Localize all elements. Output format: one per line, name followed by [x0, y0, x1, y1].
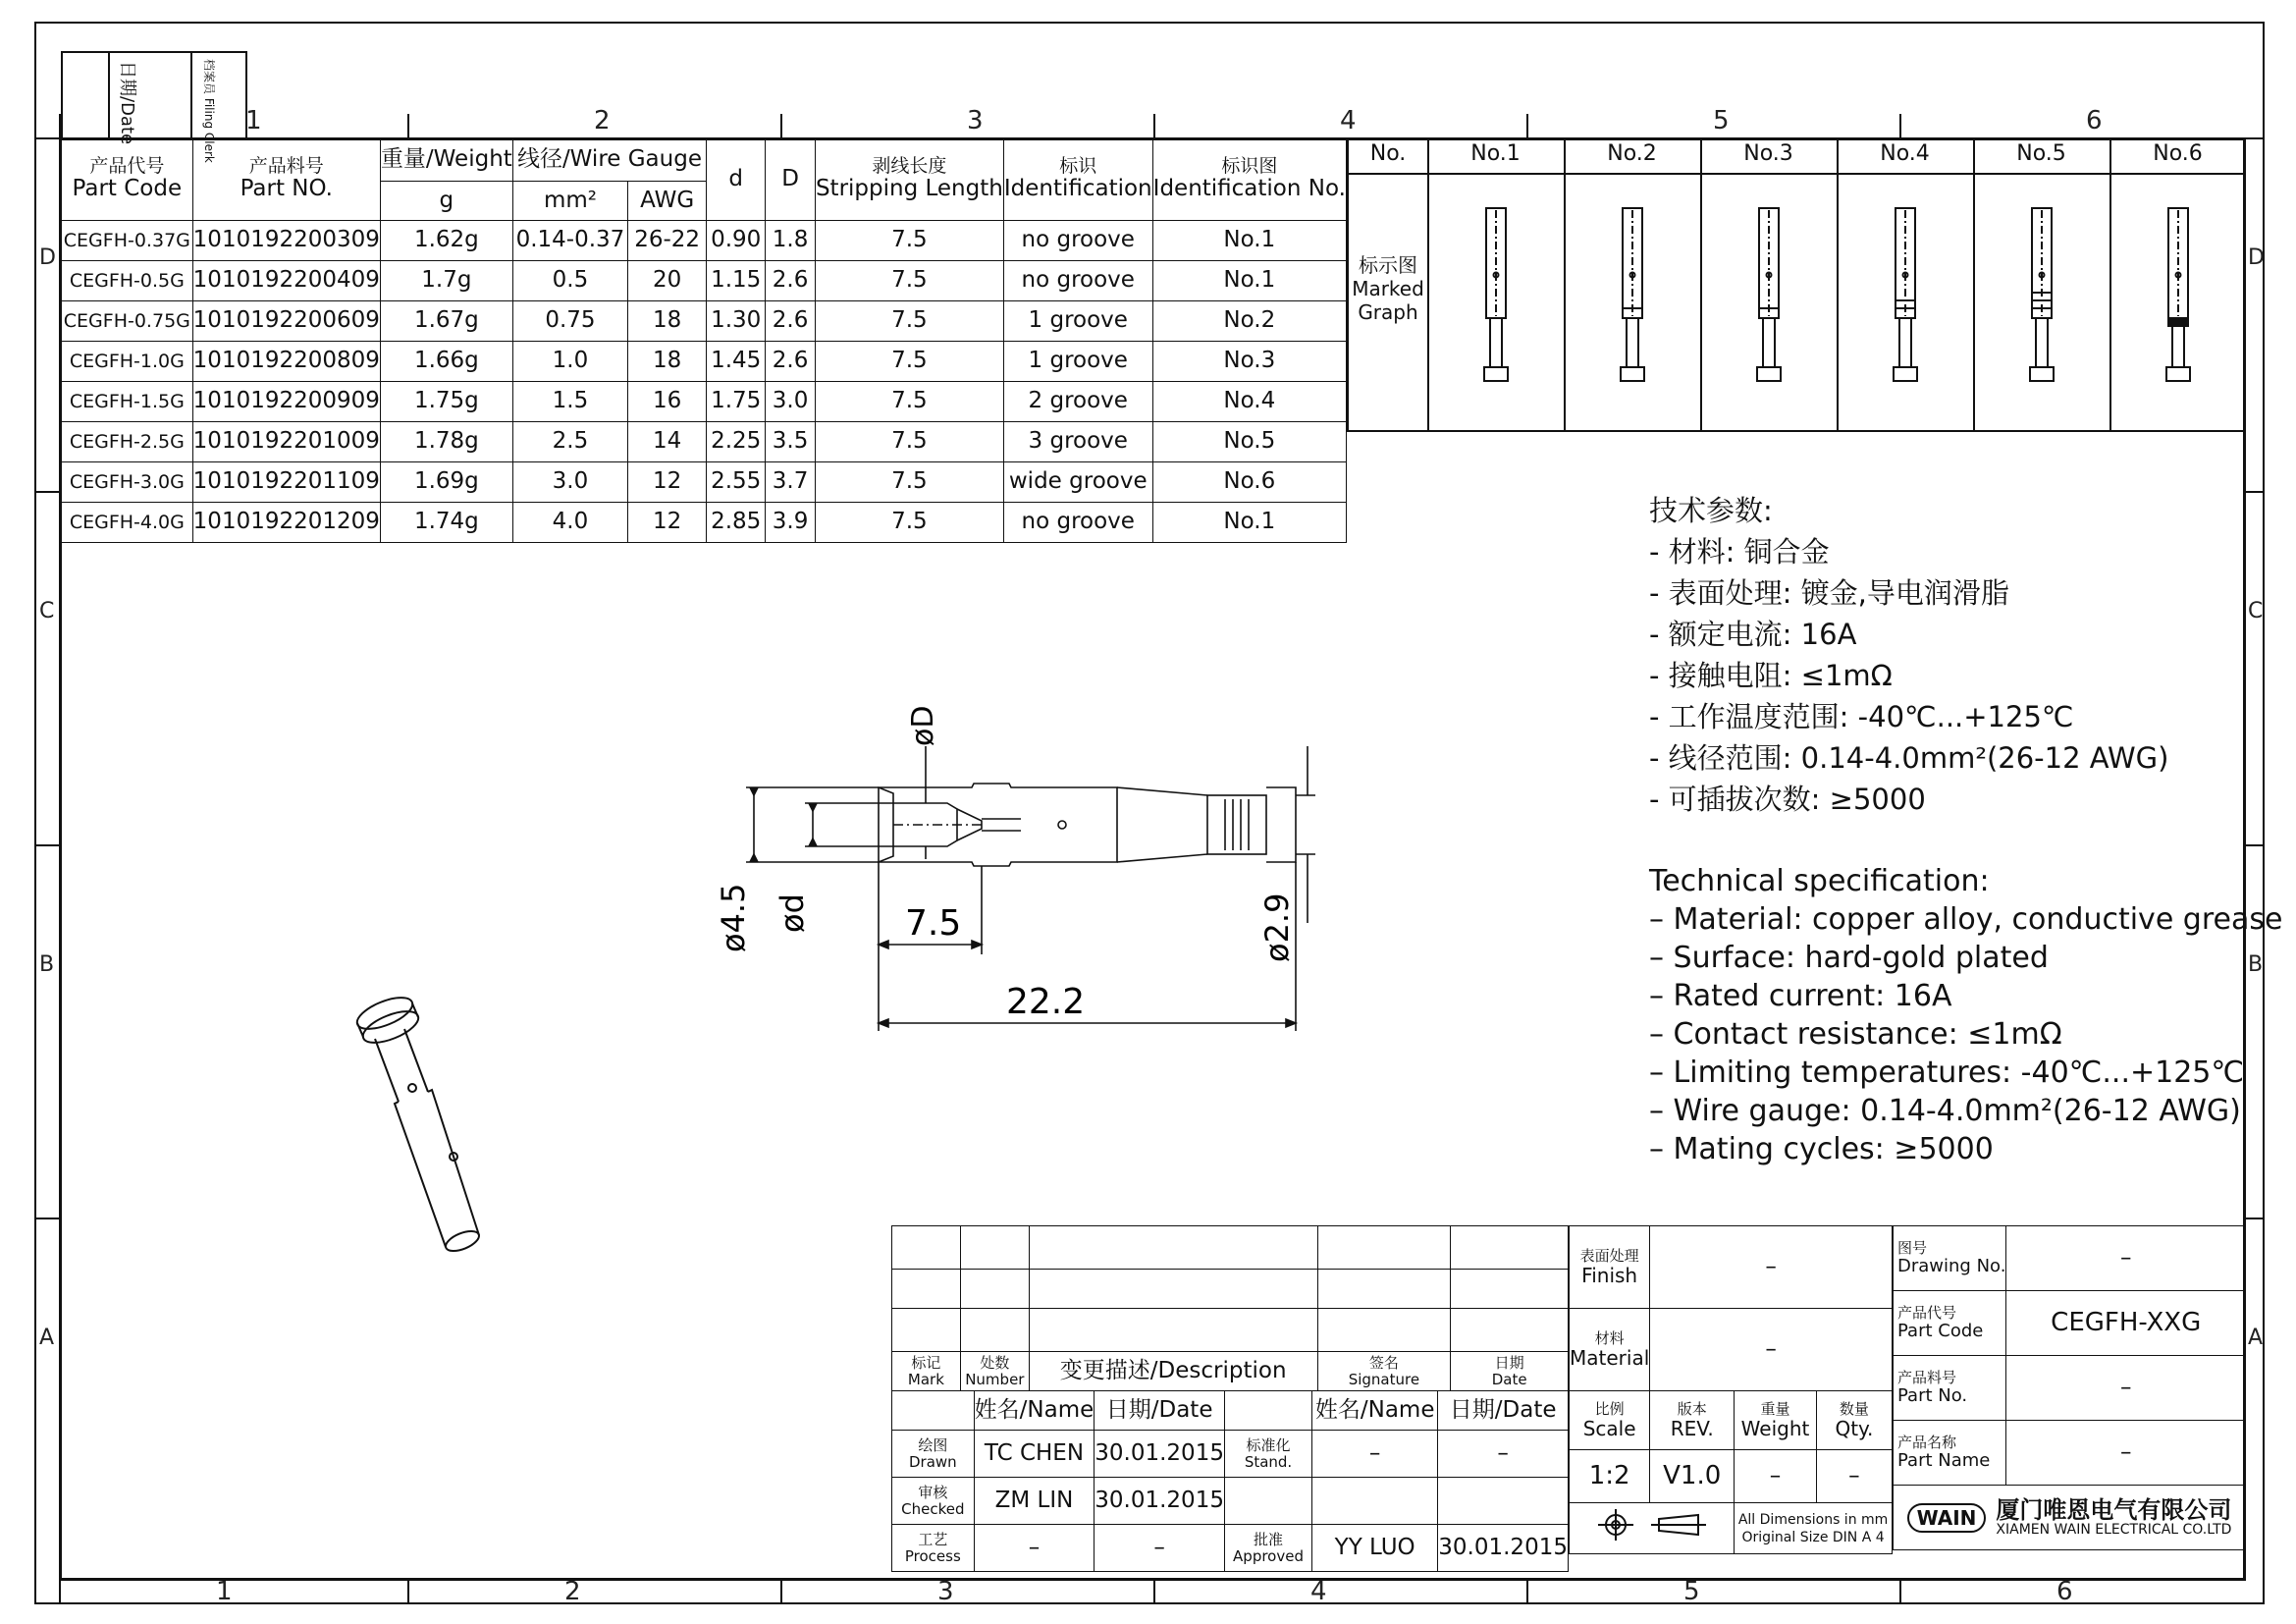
marked-col-4: No.4 [1880, 141, 1930, 166]
zone-bottom-1: 1 [216, 1577, 233, 1606]
cell-strip: 7.5 [815, 261, 1003, 301]
approved-name: YY LUO [1312, 1525, 1438, 1572]
technical-drawing [687, 677, 1335, 1051]
cell-awg: 12 [628, 503, 707, 543]
spec-cn-line: - 材料: 铜合金 [1649, 535, 1830, 568]
header-weight-unit: g [380, 182, 512, 221]
part-name-label: 产品名称 Part Name [1894, 1421, 2006, 1486]
zone-bottom-2: 2 [564, 1577, 581, 1606]
revision-block [891, 1225, 1569, 1391]
number-header: 处数 Number [960, 1352, 1029, 1391]
zone-left-A: A [39, 1326, 55, 1350]
drawing-no-value: – [2006, 1226, 2246, 1291]
pin-marking-1 [1476, 206, 1516, 393]
part-name-value: – [2006, 1421, 2246, 1486]
cell-ident: 3 groove [1003, 422, 1152, 462]
cell-ident: wide groove [1003, 462, 1152, 503]
cell-partno: 1010192200309 [192, 221, 380, 261]
stand-date: – [1438, 1431, 1569, 1478]
cell-weight: 1.78g [380, 422, 512, 462]
cell-partno: 1010192200809 [192, 342, 380, 382]
cell-weight: 1.75g [380, 382, 512, 422]
approved-date: 30.01.2015 [1438, 1525, 1569, 1572]
qty-value: – [1816, 1450, 1892, 1503]
cell-mm: 0.75 [512, 301, 627, 342]
part-info-block [1893, 1225, 2246, 1550]
cell-idno: No.6 [1152, 462, 1346, 503]
cell-d: 1.15 [707, 261, 766, 301]
zone-top-6: 6 [2086, 106, 2103, 135]
spec-en-line: Technical specification: [1649, 864, 1990, 898]
part-code-label: 产品代号 Part Code [1894, 1291, 2006, 1356]
marked-no-label: No. [1369, 141, 1407, 166]
cell-code: CEGFH-1.0G [62, 342, 193, 382]
cell-awg: 12 [628, 462, 707, 503]
cell-partno: 1010192201109 [192, 462, 380, 503]
zone-bottom-5: 5 [1683, 1577, 1700, 1606]
cell-D: 3.0 [766, 382, 816, 422]
cell-mm: 1.0 [512, 342, 627, 382]
name-header: 姓名/Name [974, 1391, 1095, 1431]
cell-d: 2.25 [707, 422, 766, 462]
company-name-en: XIAMEN WAIN ELECTRICAL CO.LTD [1996, 1522, 2232, 1538]
approved-label: 批准 Approved [1224, 1525, 1311, 1572]
material-block [1569, 1225, 1893, 1554]
description-header: 变更描述/Description [1029, 1352, 1317, 1391]
cell-mm: 4.0 [512, 503, 627, 543]
marked-col-5: No.5 [2016, 141, 2066, 166]
date-header: 日期 Date [1451, 1352, 1569, 1391]
filing-clerk-label: 档案员 Filing Clerk [202, 59, 216, 163]
zone-right-D: D [2248, 245, 2265, 270]
drawn-label: 绘图 Drawn [892, 1431, 975, 1478]
dim-d: ød [774, 893, 811, 933]
company-name-cn: 厦门唯恩电气有限公司 [1996, 1495, 2232, 1524]
cell-awg: 20 [628, 261, 707, 301]
header-identification: 标识 Identification [1003, 138, 1152, 221]
cell-d: 1.45 [707, 342, 766, 382]
table-row [62, 261, 1347, 301]
zone-right-A: A [2248, 1326, 2264, 1350]
cell-D: 3.5 [766, 422, 816, 462]
cell-code: CEGFH-4.0G [62, 503, 193, 543]
marked-graph-label: 标示图 Marked Graph [1352, 253, 1424, 324]
zone-right-C: C [2248, 599, 2264, 623]
cell-d: 2.85 [707, 503, 766, 543]
part-no-value: – [2006, 1356, 2246, 1421]
spec-english [1649, 862, 2282, 1168]
cell-partno: 1010192201009 [192, 422, 380, 462]
zone-left-D: D [39, 245, 56, 270]
weight-label: 重量 Weight [1735, 1391, 1817, 1450]
zone-top-5: 5 [1713, 106, 1730, 135]
header-weight: 重量/Weight [380, 138, 512, 182]
zone-bottom-4: 4 [1310, 1577, 1327, 1606]
part-code-value: CEGFH-XXG [2006, 1291, 2246, 1356]
cell-ident: no groove [1003, 503, 1152, 543]
cell-strip: 7.5 [815, 342, 1003, 382]
zone-left-B: B [39, 952, 55, 977]
cell-code: CEGFH-3.0G [62, 462, 193, 503]
company-logo-block [1894, 1486, 2246, 1550]
cell-awg: 14 [628, 422, 707, 462]
projection-icon [1588, 1507, 1716, 1543]
material-value: – [1650, 1309, 1893, 1391]
marked-graph-table [1347, 137, 2244, 432]
pin-marking-2 [1613, 206, 1652, 393]
cell-idno: No.5 [1152, 422, 1346, 462]
spec-cn-line: - 工作温度范围: -40℃...+125℃ [1649, 700, 2074, 733]
zone-top-4: 4 [1340, 106, 1357, 135]
cell-awg: 16 [628, 382, 707, 422]
spec-cn-line: - 表面处理: 镀金,导电润滑脂 [1649, 576, 2009, 610]
spec-cn-line: - 接触电阻: ≤1mΩ [1649, 659, 1893, 692]
wain-logo: WAIN [1907, 1503, 1987, 1533]
cell-idno: No.1 [1152, 261, 1346, 301]
header-part-code: 产品代号 Part Code [62, 138, 193, 221]
checked-name: ZM LIN [974, 1478, 1095, 1525]
cell-awg: 18 [628, 342, 707, 382]
cell-weight: 1.62g [380, 221, 512, 261]
cell-awg: 26-22 [628, 221, 707, 261]
spec-cn-line: - 线径范围: 0.14-4.0mm²(26-12 AWG) [1649, 741, 2169, 775]
cell-strip: 7.5 [815, 422, 1003, 462]
spec-en-line: – Rated current: 16A [1649, 979, 1952, 1013]
cell-strip: 7.5 [815, 382, 1003, 422]
cell-code: CEGFH-1.5G [62, 382, 193, 422]
cell-code: CEGFH-0.5G [62, 261, 193, 301]
spec-en-line: – Limiting temperatures: -40℃...+125℃ [1649, 1056, 2245, 1090]
cell-idno: No.3 [1152, 342, 1346, 382]
table-row [62, 422, 1347, 462]
pin-marking-5 [2022, 206, 2061, 393]
cell-mm: 1.5 [512, 382, 627, 422]
spec-en-line: – Material: copper alloy, conductive grease [1649, 902, 2283, 937]
cell-partno: 1010192200609 [192, 301, 380, 342]
spec-en-line: – Surface: hard-gold plated [1649, 941, 2049, 975]
table-row [62, 221, 1347, 261]
zone-bottom-3: 3 [937, 1577, 954, 1606]
zone-bottom-6: 6 [2056, 1577, 2073, 1606]
checked-label: 审核 Checked [892, 1478, 975, 1525]
finish-label: 表面处理 Finish [1570, 1226, 1650, 1309]
header-gauge-awg: AWG [628, 182, 707, 221]
process-label: 工艺 Process [892, 1525, 975, 1572]
spec-cn-line: - 可插拔次数: ≥5000 [1649, 783, 1926, 816]
cell-ident: no groove [1003, 221, 1152, 261]
cell-awg: 18 [628, 301, 707, 342]
pin-marking-4 [1886, 206, 1925, 393]
dimensions-note: All Dimensions in mm Original Size DIN A 4 [1735, 1503, 1893, 1554]
spec-chinese [1649, 491, 2168, 821]
qty-label: 数量 Qty. [1816, 1391, 1892, 1450]
zone-left-C: C [39, 599, 55, 623]
drawing-no-label: 图号 Drawing No. [1894, 1226, 2006, 1291]
scale-value: 1:2 [1570, 1450, 1650, 1503]
marked-col-6: No.6 [2153, 141, 2203, 166]
dim-2-9: ø2.9 [1258, 893, 1296, 962]
cell-ident: 2 groove [1003, 382, 1152, 422]
dim-22-2: 22.2 [1006, 982, 1086, 1022]
table-row [62, 503, 1347, 543]
contact-isometric-sketch [344, 992, 540, 1286]
cell-D: 1.8 [766, 221, 816, 261]
pin-marking-3 [1749, 206, 1789, 393]
stand-name: – [1312, 1431, 1438, 1478]
process-date: – [1095, 1525, 1225, 1572]
cell-partno: 1010192201209 [192, 503, 380, 543]
cell-d: 2.55 [707, 462, 766, 503]
scale-label: 比例 Scale [1570, 1391, 1650, 1450]
marked-col-1: No.1 [1470, 141, 1521, 166]
header-identification-no: 标识图 Identification No. [1152, 138, 1346, 221]
cell-mm: 3.0 [512, 462, 627, 503]
cell-idno: No.2 [1152, 301, 1346, 342]
cell-d: 1.30 [707, 301, 766, 342]
spec-cn-line: 技术参数: [1649, 494, 1773, 527]
cell-mm: 0.14-0.37 [512, 221, 627, 261]
header-d: d [707, 138, 766, 221]
rev-value: V1.0 [1650, 1450, 1735, 1503]
cell-weight: 1.69g [380, 462, 512, 503]
name-header-2: 姓名/Name [1312, 1391, 1438, 1431]
cell-partno: 1010192200409 [192, 261, 380, 301]
cell-strip: 7.5 [815, 301, 1003, 342]
material-label: 材料 Material [1570, 1309, 1650, 1391]
cell-ident: 1 groove [1003, 342, 1152, 382]
cell-mm: 0.5 [512, 261, 627, 301]
cell-weight: 1.74g [380, 503, 512, 543]
signature-header: 签名 Signature [1317, 1352, 1451, 1391]
cell-code: CEGFH-2.5G [62, 422, 193, 462]
projection-symbol [1570, 1503, 1735, 1554]
cell-D: 2.6 [766, 261, 816, 301]
spec-en-line: – Mating cycles: ≥5000 [1649, 1132, 1994, 1166]
cell-ident: 1 groove [1003, 301, 1152, 342]
cell-d: 1.75 [707, 382, 766, 422]
spec-cn-line: - 额定电流: 16A [1649, 618, 1857, 651]
cell-strip: 7.5 [815, 221, 1003, 261]
filing-date-label: 日期/Date [117, 61, 137, 145]
dim-7-5: 7.5 [905, 903, 962, 944]
dim-D: øD [906, 705, 940, 746]
dim-4-5: ø4.5 [715, 883, 752, 952]
cell-ident: no groove [1003, 261, 1152, 301]
marked-col-2: No.2 [1607, 141, 1657, 166]
table-row [62, 342, 1347, 382]
cell-D: 3.7 [766, 462, 816, 503]
checked-date: 30.01.2015 [1095, 1478, 1225, 1525]
zone-top-1: 1 [245, 106, 262, 135]
cell-D: 2.6 [766, 301, 816, 342]
weight-value: – [1735, 1450, 1817, 1503]
cell-partno: 1010192200909 [192, 382, 380, 422]
parts-table [61, 137, 1347, 543]
filing-box [61, 51, 247, 163]
spec-en-line: – Wire gauge: 0.14-4.0mm²(26-12 AWG) [1649, 1094, 2241, 1128]
cell-weight: 1.67g [380, 301, 512, 342]
cell-code: CEGFH-0.37G [62, 221, 193, 261]
cell-idno: No.4 [1152, 382, 1346, 422]
finish-value: – [1650, 1226, 1893, 1309]
header-stripping: 剥线长度 Stripping Length [815, 138, 1003, 221]
cell-idno: No.1 [1152, 503, 1346, 543]
cell-strip: 7.5 [815, 462, 1003, 503]
header-gauge: 线径/Wire Gauge [512, 138, 706, 182]
drawn-date: 30.01.2015 [1095, 1431, 1225, 1478]
part-no-label: 产品料号 Part No. [1894, 1356, 2006, 1421]
zone-top-3: 3 [967, 106, 984, 135]
cell-weight: 1.7g [380, 261, 512, 301]
cell-idno: No.1 [1152, 221, 1346, 261]
stand-label: 标准化 Stand. [1224, 1431, 1311, 1478]
process-name: – [974, 1525, 1095, 1572]
date-col-header: 日期/Date [1095, 1391, 1225, 1431]
cell-strip: 7.5 [815, 503, 1003, 543]
table-row [62, 462, 1347, 503]
rev-label: 版本 REV. [1650, 1391, 1735, 1450]
cell-weight: 1.66g [380, 342, 512, 382]
mark-header: 标记 Mark [892, 1352, 961, 1391]
drawn-name: TC CHEN [974, 1431, 1095, 1478]
header-gauge-mm: mm² [512, 182, 627, 221]
marked-col-3: No.3 [1743, 141, 1793, 166]
header-D: D [766, 138, 816, 221]
table-row [62, 301, 1347, 342]
cell-code: CEGFH-0.75G [62, 301, 193, 342]
date-col-header-2: 日期/Date [1438, 1391, 1569, 1431]
header-part-no: 产品料号 Part NO. [192, 138, 380, 221]
cell-mm: 2.5 [512, 422, 627, 462]
zone-top-2: 2 [594, 106, 611, 135]
spec-en-line: – Contact resistance: ≤1mΩ [1649, 1017, 2062, 1052]
pin-marking-6 [2159, 206, 2198, 393]
table-row [62, 382, 1347, 422]
approval-block [891, 1390, 1569, 1572]
zone-right-B: B [2248, 952, 2264, 977]
cell-D: 2.6 [766, 342, 816, 382]
cell-d: 0.90 [707, 221, 766, 261]
cell-D: 3.9 [766, 503, 816, 543]
